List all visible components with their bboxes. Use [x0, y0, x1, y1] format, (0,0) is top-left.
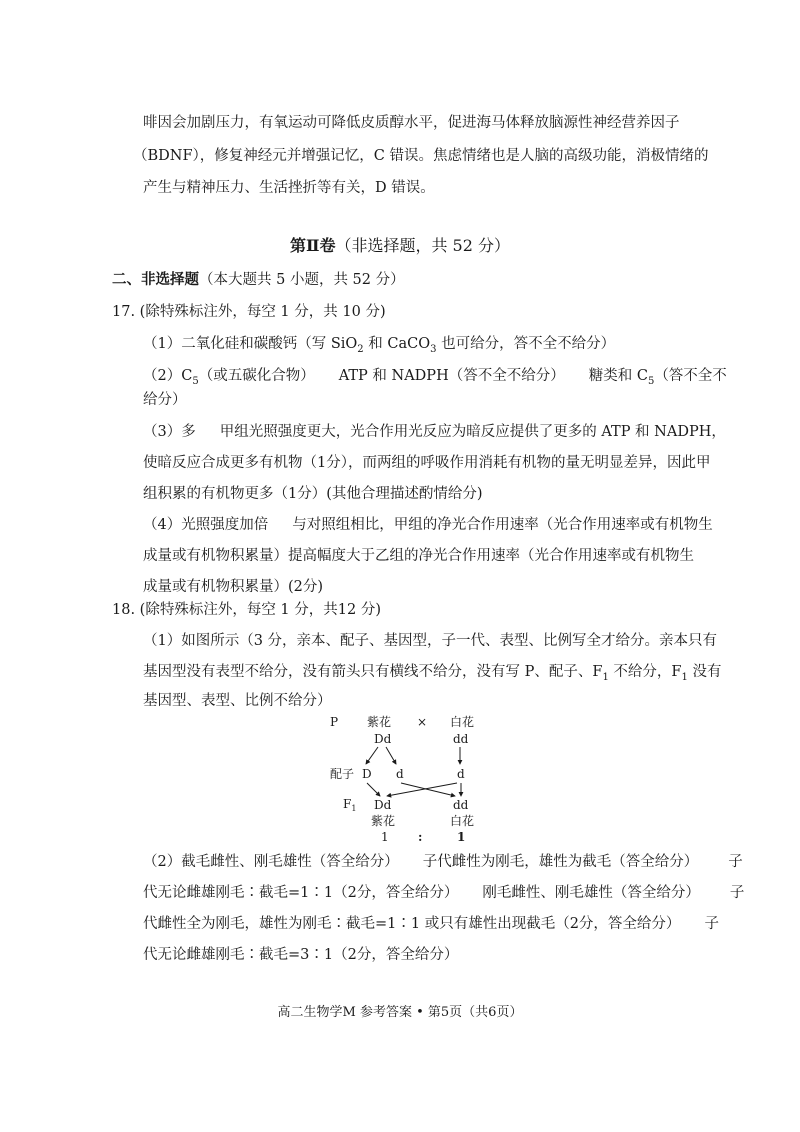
q18-a2-l1-a: （2）截毛雌性、刚毛雄性（答全给分）: [143, 854, 399, 870]
q18-number: 18.: [112, 602, 136, 618]
q17-answer-3: [143, 422, 726, 442]
section-title-main: 第Ⅱ卷: [289, 236, 336, 255]
parent2-genotype: dd: [453, 732, 469, 746]
q18-a2-l3-c: 子: [704, 916, 719, 932]
q18-answer-2: [143, 852, 743, 872]
q17-a3-part-b: 甲组光照强度更大，光合作用光反应为暗反应提供了更多的 ATP 和 NADPH，: [219, 424, 726, 440]
q17-a2c-pre: 糖类和 C: [588, 368, 648, 384]
q17-note: (除特殊标注外，每空 1 分，共 10 分): [139, 304, 386, 320]
q17-a1-sub: 2: [357, 343, 364, 355]
q17-number: 17.: [112, 304, 136, 320]
q18-a1-l2-post: 没有: [687, 664, 722, 680]
q18-answer-1-line-2: [143, 662, 721, 682]
q18-a2-l2-a: 代无论雌雄刚毛∶截毛=1∶1（2分，答全给分）: [143, 885, 459, 901]
ratio-right: 1: [457, 830, 466, 844]
q17-a1-post: 也可给分，答不全不给分）: [436, 336, 616, 352]
q17-a2a-post: （或五碳化合物）: [198, 368, 315, 384]
f1-label-sub: 1: [351, 804, 357, 813]
q17-answer-4: [143, 515, 713, 535]
offspring1-genotype: Dd: [374, 798, 392, 812]
f1-label-text: F: [343, 797, 352, 811]
gamete-d-2: d: [457, 767, 465, 781]
q18-header: [112, 600, 381, 620]
part-heading: [112, 270, 405, 290]
q17-a2a-sub: 5: [192, 375, 199, 387]
q17-header: [112, 302, 386, 322]
q17-answer-2-cont: 给分）: [143, 392, 187, 408]
q18-a2-l2-c: 子: [729, 885, 745, 901]
q18-a1-l2-sub: 1: [602, 671, 609, 683]
q18-a1-l2-pre: 基因型没有表型不给分，没有箭头只有横线不给分，没有写 P、配子、F: [143, 664, 603, 680]
q18-a2-l2-b: 刚毛雌性、刚毛雄性（答全给分）: [482, 885, 700, 901]
arrow-D-to-Dd: [367, 783, 380, 796]
gamete-D: D: [362, 767, 372, 781]
parent2-phenotype: 白花: [450, 715, 475, 729]
parent1-genotype: Dd: [374, 732, 392, 746]
prev-text-line-2: （BDNF），修复神经元并增强记忆，C 错误。焦虑情绪也是人脑的高级功能，消极情绪的: [133, 148, 709, 164]
q18-answer-2-line-3: [143, 914, 719, 934]
q17-answer-4-line-2: 成量或有机物积累量）提高幅度大于乙组的净光合作用速率（光合作用速率或有机物生: [143, 548, 694, 564]
q18-a2-l1-c: 子: [728, 854, 743, 870]
q17-a2b: ATP 和 NADPH（答不全不给分）: [338, 368, 565, 384]
q17-answer-3-line-2: 使暗反应合成更多有机物（1分），而两组的呼吸作用消耗有机物的量无明显差异，因此甲: [143, 455, 711, 471]
page-footer: 高二生物学M 参考答案 • 第5页（共6页）: [277, 1005, 523, 1020]
q18-answer-2-line-2: [143, 883, 744, 903]
ratio-left: 1: [381, 830, 389, 844]
q17-a1-mid: 和 CaCO: [363, 336, 431, 352]
q17-answer-2: [143, 366, 727, 386]
offspring2-genotype: dd: [453, 798, 469, 812]
ratio-colon: :: [418, 830, 423, 844]
part-heading-label: 二、非选择题: [112, 271, 199, 288]
f1-label: [343, 797, 356, 813]
part-heading-note: （本大题共 5 小题，共 52 分）: [199, 272, 405, 288]
q18-a2-l3: 代雌性全为刚毛，雄性为刚毛∶截毛=1∶1 或只有雄性出现截毛（2分，答全给分）: [143, 916, 681, 932]
q18-a2-l1-b: 子代雌性为刚毛，雄性为截毛（答全给分）: [422, 854, 699, 870]
gamete-label: 配子: [330, 767, 355, 781]
prev-text-line-3: 产生与精神压力、生活挫折等有关，D 错误。: [143, 180, 435, 196]
q17-a2a-pre: （2）C: [143, 368, 193, 384]
q18-answer-1: （1）如图所示（3 分，亲本、配子、基因型，子一代、表型、比例写全才给分。亲本只有: [143, 633, 718, 649]
q18-answer-2-line-4: 代无论雌雄刚毛∶截毛=3∶1（2分，答全给分）: [143, 947, 459, 963]
q17-a2c-sub: 5: [647, 375, 655, 387]
offspring1-phenotype: 紫花: [371, 814, 396, 828]
prev-text-line-1: 啡因会加剧压力，有氧运动可降低皮质醇水平，促进海马体释放脑源性神经营养因子: [143, 115, 680, 131]
q18-note: (除特殊标注外，每空 1 分，共12 分): [139, 602, 381, 618]
q17-a1-pre: （1）二氧化硅和碳酸钙（写 SiO: [143, 336, 358, 352]
q17-answer-4-line-3: 成量或有机物积累量）(2分): [143, 579, 324, 595]
q17-answer-1: [143, 334, 615, 354]
parent1-phenotype: 紫花: [367, 715, 392, 729]
q17-a1-sub2: 3: [430, 343, 437, 355]
genetic-cross-diagram: [330, 710, 490, 845]
q18-a1-l2-sub2: 1: [681, 671, 688, 683]
q18-answer-1-line-3: 基因型、表型、比例不给分）: [143, 693, 332, 709]
q17-answer-3-line-3: 组积累的有机物更多（1分）(其他合理描述酌情给分): [143, 486, 483, 502]
cross-symbol: ×: [417, 715, 428, 729]
gamete-d-1: d: [396, 767, 404, 781]
q17-a4-part-a: （4）光照强度加倍: [143, 517, 269, 533]
q18-a1-l2-mid: 不给分，F: [608, 664, 682, 680]
section-title: [0, 233, 800, 256]
q17-a3-part-a: （3）多: [143, 424, 196, 440]
q17-a2c-post: （答不全不: [654, 368, 727, 384]
arrow-parent1-to-d: [386, 747, 396, 764]
arrow-parent1-to-D: [366, 747, 378, 764]
section-title-paren: （非选择题，共 52 分）: [335, 236, 511, 255]
p-generation-label: P: [330, 715, 339, 729]
offspring2-phenotype: 白花: [450, 814, 475, 828]
q17-a4-part-b: 与对照组相比，甲组的净光合作用速率（光合作用速率或有机物生: [292, 517, 713, 533]
